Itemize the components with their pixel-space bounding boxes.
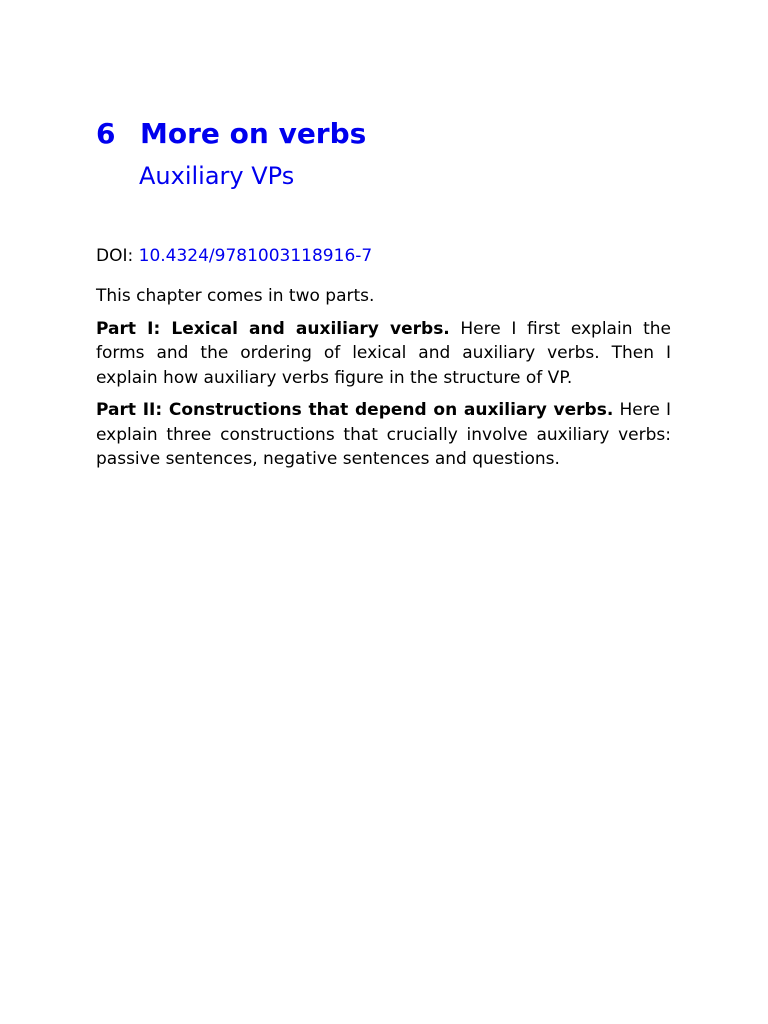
- body-text: [96, 284, 671, 480]
- part-two-heading: Part II: Constructions that depend on auxiliary verbs.: [96, 400, 614, 420]
- intro-paragraph: This chapter comes in two parts.: [96, 286, 375, 306]
- doi-label: DOI:: [96, 246, 139, 266]
- chapter-title: More on verbs: [140, 117, 367, 150]
- part-two-text: Here I explain three constructions that crucially involve auxiliary verbs: passive sentences, negative sentences and questions.: [96, 400, 671, 469]
- part-one-paragraph: [96, 317, 671, 391]
- doi-line: [96, 243, 372, 269]
- part-two-paragraph: [96, 398, 671, 472]
- chapter-heading: [96, 112, 671, 156]
- chapter-subtitle: Auxiliary VPs: [139, 162, 295, 190]
- part-one-text: Here I first explain the forms and the ordering of lexical and auxiliary verbs. Then I explain how auxiliary verbs figure in the structure of VP.: [96, 318, 671, 388]
- chapter-number: 6: [96, 117, 116, 150]
- part-one-heading: Part I: Lexical and auxiliary verbs.: [96, 318, 450, 339]
- doi-link[interactable]: 10.4324/9781003118916-7: [138, 246, 373, 266]
